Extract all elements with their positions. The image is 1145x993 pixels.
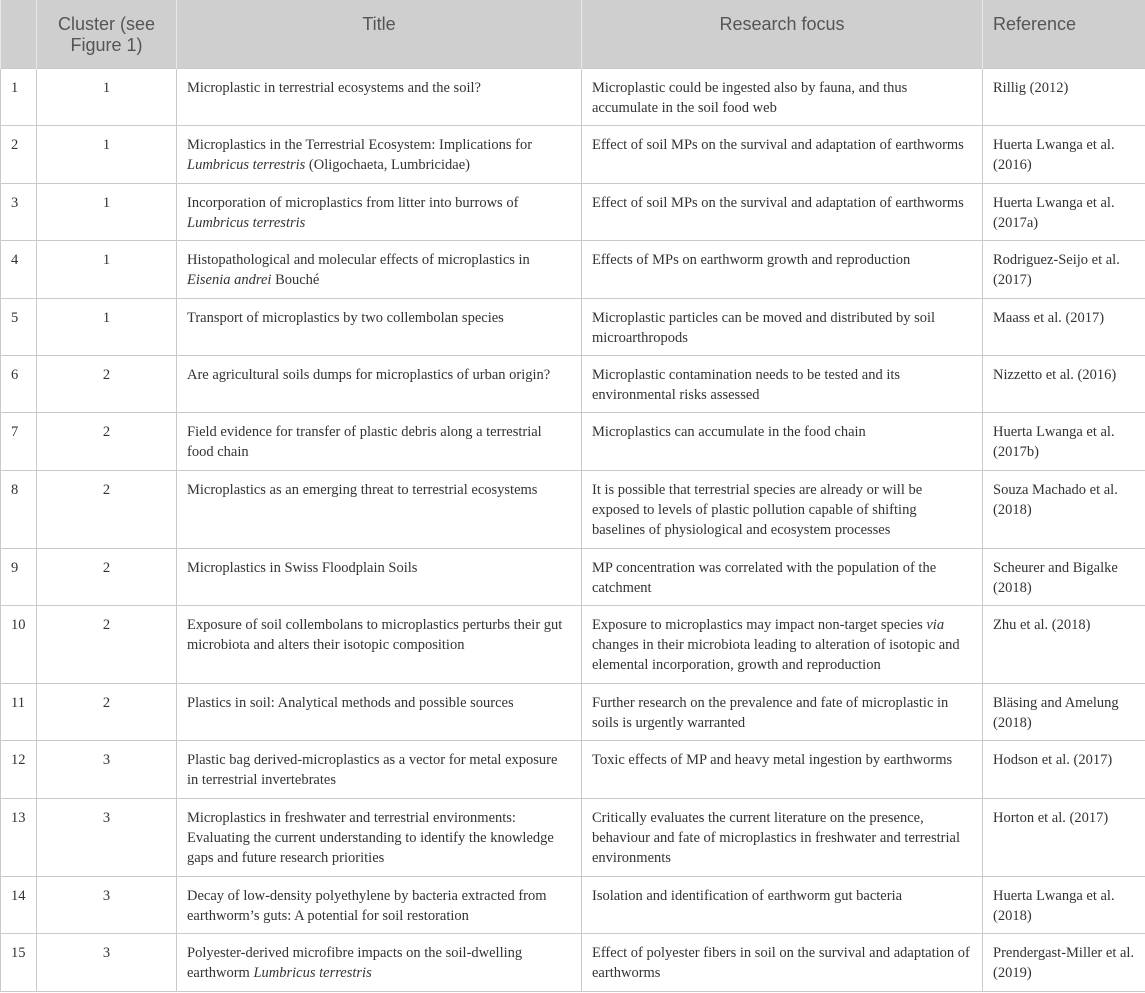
row-number: 3 xyxy=(11,194,19,211)
reference-text: Prendergast-Miller et al. (2019) xyxy=(993,944,1135,981)
row-number-cell xyxy=(1,470,37,548)
row-number-cell xyxy=(1,605,37,683)
research-focus-cell xyxy=(582,183,983,240)
cluster-value: 2 xyxy=(102,423,111,440)
research-focus-text: Effect of soil MPs on the survival and adaptation of earthworms xyxy=(592,136,964,153)
row-number-cell xyxy=(1,240,37,298)
title-italic-text: Lumbricus terrestris xyxy=(187,214,306,231)
title-text: Field evidence for transfer of plastic debris along a terrestrial food chain xyxy=(187,423,542,460)
title-text: Microplastics in Swiss Floodplain Soils xyxy=(187,559,418,576)
table-row xyxy=(1,683,1145,740)
cluster-cell xyxy=(37,605,177,683)
reference-text: Bläsing and Amelung (2018) xyxy=(993,694,1119,731)
cluster-value: 2 xyxy=(102,559,111,576)
research-focus-text: Microplastic contamination needs to be tested and its environmental risks assessed xyxy=(592,366,901,403)
cluster-cell xyxy=(37,683,177,740)
reference-cell xyxy=(983,240,1145,298)
cluster-value: 3 xyxy=(102,887,111,904)
title-cell xyxy=(177,240,582,298)
title-cell xyxy=(177,412,582,470)
header-research-focus: Research focus xyxy=(582,0,983,68)
row-number-cell xyxy=(1,298,37,355)
reference-cell xyxy=(983,125,1145,183)
title-cell xyxy=(177,683,582,740)
header-num xyxy=(1,0,37,68)
research-focus-text: Microplastic could be ingested also by fauna, and thus accumulate in the soil food web xyxy=(592,79,908,116)
research-focus-text: Critically evaluates the current literature on the presence, behaviour and fate of microplastics in freshwater and terrestrial environments xyxy=(592,809,960,866)
title-text: Plastics in soil: Analytical methods and possible sources xyxy=(187,694,514,711)
cluster-cell xyxy=(37,412,177,470)
research-focus-cell xyxy=(582,412,983,470)
reference-text: Hodson et al. (2017) xyxy=(993,751,1113,768)
row-number: 12 xyxy=(11,751,26,768)
table-row xyxy=(1,605,1145,683)
cluster-cell xyxy=(37,740,177,798)
title-text-after: Bouché xyxy=(271,271,320,288)
research-focus-text: MP concentration was correlated with the population of the catchment xyxy=(592,559,937,596)
research-focus-text: Further research on the prevalence and fate of microplastic in soils is urgently warranted xyxy=(592,694,949,731)
reference-text: Huerta Lwanga et al. (2017a) xyxy=(993,194,1115,231)
table-row xyxy=(1,933,1145,991)
cluster-cell xyxy=(37,68,177,125)
cluster-value: 1 xyxy=(102,251,111,268)
cluster-value: 1 xyxy=(102,79,111,96)
row-number: 10 xyxy=(11,616,26,633)
cluster-cell xyxy=(37,298,177,355)
title-cell xyxy=(177,355,582,412)
header-cluster: Cluster (see Figure 1) xyxy=(37,0,177,68)
title-text: Incorporation of microplastics from litter into burrows of xyxy=(187,194,519,211)
row-number-cell xyxy=(1,125,37,183)
title-text: Microplastic in terrestrial ecosystems and the soil? xyxy=(187,79,481,96)
research-focus-cell xyxy=(582,548,983,605)
header-title: Title xyxy=(177,0,582,68)
row-number: 13 xyxy=(11,809,26,826)
cluster-value: 2 xyxy=(102,481,111,498)
title-text: Microplastics as an emerging threat to terrestrial ecosystems xyxy=(187,481,538,498)
research-focus-cell xyxy=(582,740,983,798)
row-number: 2 xyxy=(11,136,19,153)
title-text: Plastic bag derived-microplastics as a vector for metal exposure in terrestrial invertebrates xyxy=(187,751,558,788)
research-focus-cell xyxy=(582,355,983,412)
row-number-cell xyxy=(1,933,37,991)
title-italic-text: Lumbricus terrestris xyxy=(253,964,372,981)
cluster-value: 1 xyxy=(102,194,111,211)
reference-text: Huerta Lwanga et al. (2018) xyxy=(993,887,1115,924)
reference-text: Zhu et al. (2018) xyxy=(993,616,1091,633)
research-focus-text: It is possible that terrestrial species are already or will be exposed to levels of plastic pollution capable of shifting baselines of physiological and ecosystem processes xyxy=(592,481,923,538)
reference-text: Huerta Lwanga et al. (2016) xyxy=(993,136,1115,173)
table-row xyxy=(1,548,1145,605)
title-cell xyxy=(177,798,582,876)
research-focus-cell xyxy=(582,240,983,298)
table-row xyxy=(1,298,1145,355)
table-row xyxy=(1,68,1145,125)
title-cell xyxy=(177,68,582,125)
title-text: Polyester-derived microfibre impacts on the soil-dwelling earthworm xyxy=(187,944,523,981)
table-row xyxy=(1,876,1145,933)
cluster-cell xyxy=(37,798,177,876)
reference-cell xyxy=(983,183,1145,240)
title-text-after: (Oligochaeta, Lumbricidae) xyxy=(305,156,470,173)
row-number-cell xyxy=(1,68,37,125)
title-cell xyxy=(177,876,582,933)
row-number-cell xyxy=(1,876,37,933)
research-focus-cell xyxy=(582,605,983,683)
table-row xyxy=(1,183,1145,240)
reference-text: Scheurer and Bigalke (2018) xyxy=(993,559,1118,596)
research-focus-cell xyxy=(582,68,983,125)
reference-cell xyxy=(983,933,1145,991)
row-number-cell xyxy=(1,183,37,240)
cluster-value: 3 xyxy=(102,809,111,826)
reference-cell xyxy=(983,683,1145,740)
research-focus-cell xyxy=(582,933,983,991)
reference-cell xyxy=(983,298,1145,355)
cluster-value: 2 xyxy=(102,616,111,633)
row-number-cell xyxy=(1,798,37,876)
cluster-value: 2 xyxy=(102,694,111,711)
title-text: Are agricultural soils dumps for microplastics of urban origin? xyxy=(187,366,551,383)
title-cell xyxy=(177,740,582,798)
table-row xyxy=(1,412,1145,470)
title-text: Microplastics in freshwater and terrestrial environments: Evaluating the current understanding to identify the knowledge gaps and future research priorities xyxy=(187,809,554,866)
research-focus-cell xyxy=(582,470,983,548)
research-focus-text: Microplastics can accumulate in the food chain xyxy=(592,423,866,440)
cluster-cell xyxy=(37,548,177,605)
research-focus-cell xyxy=(582,798,983,876)
title-cell xyxy=(177,548,582,605)
row-number-cell xyxy=(1,548,37,605)
row-number: 6 xyxy=(11,366,19,383)
title-text: Exposure of soil collembolans to microplastics perturbs their gut microbiota and alters their isotopic composition xyxy=(187,616,563,653)
title-text: Microplastics in the Terrestrial Ecosystem: Implications for xyxy=(187,136,533,153)
research-focus-text: Isolation and identification of earthworm gut bacteria xyxy=(592,887,903,904)
cluster-value: 3 xyxy=(102,751,111,768)
reference-cell xyxy=(983,68,1145,125)
research-focus-text-after: changes in their microbiota leading to alteration of isotopic and elemental incorporation, growth and reproduction xyxy=(592,636,960,673)
reference-cell xyxy=(983,355,1145,412)
cluster-value: 2 xyxy=(102,366,111,383)
research-focus-text: Effects of MPs on earthworm growth and reproduction xyxy=(592,251,911,268)
row-number: 8 xyxy=(11,481,19,498)
row-number: 4 xyxy=(11,251,19,268)
reference-cell xyxy=(983,876,1145,933)
cluster-value: 3 xyxy=(102,944,111,961)
title-italic-text: Eisenia andrei xyxy=(187,271,272,288)
row-number: 7 xyxy=(11,423,19,440)
reference-text: Nizzetto et al. (2016) xyxy=(993,366,1117,383)
research-focus-cell xyxy=(582,298,983,355)
row-number: 9 xyxy=(11,559,19,576)
table-row xyxy=(1,470,1145,548)
reference-text: Rillig (2012) xyxy=(993,79,1069,96)
reference-cell xyxy=(983,605,1145,683)
reference-text: Souza Machado et al. (2018) xyxy=(993,481,1118,518)
row-number-cell xyxy=(1,412,37,470)
reference-cell xyxy=(983,548,1145,605)
reference-text: Maass et al. (2017) xyxy=(993,309,1105,326)
reference-text: Huerta Lwanga et al. (2017b) xyxy=(993,423,1115,460)
reference-cell xyxy=(983,740,1145,798)
reference-cell xyxy=(983,470,1145,548)
cluster-cell xyxy=(37,183,177,240)
title-cell xyxy=(177,605,582,683)
row-number-cell xyxy=(1,683,37,740)
title-cell xyxy=(177,470,582,548)
row-number: 11 xyxy=(11,694,25,711)
title-text: Decay of low-density polyethylene by bacteria extracted from earthworm’s guts: A potential for soil restoration xyxy=(187,887,547,924)
research-focus-cell xyxy=(582,876,983,933)
header-row xyxy=(1,0,1145,68)
research-focus-text: Microplastic particles can be moved and distributed by soil microarthropods xyxy=(592,309,936,346)
cluster-value: 1 xyxy=(102,309,111,326)
reference-cell xyxy=(983,798,1145,876)
cluster-cell xyxy=(37,876,177,933)
cluster-cell xyxy=(37,933,177,991)
table-row xyxy=(1,355,1145,412)
research-focus-text: Effect of polyester fibers in soil on the survival and adaptation of earthworms xyxy=(592,944,970,981)
title-cell xyxy=(177,125,582,183)
table-row xyxy=(1,798,1145,876)
title-italic-text: Lumbricus terrestris xyxy=(187,156,306,173)
cluster-cell xyxy=(37,355,177,412)
research-focus-text: Effect of soil MPs on the survival and adaptation of earthworms xyxy=(592,194,964,211)
row-number: 1 xyxy=(11,79,19,96)
table-row xyxy=(1,125,1145,183)
research-focus-text: Exposure to microplastics may impact non-target species xyxy=(592,616,927,633)
row-number: 5 xyxy=(11,309,19,326)
row-number-cell xyxy=(1,740,37,798)
title-cell xyxy=(177,183,582,240)
table-row xyxy=(1,240,1145,298)
cluster-cell xyxy=(37,125,177,183)
research-focus-text: Toxic effects of MP and heavy metal ingestion by earthworms xyxy=(592,751,953,768)
research-focus-italic-text: via xyxy=(926,616,945,633)
title-cell xyxy=(177,298,582,355)
reference-text: Horton et al. (2017) xyxy=(993,809,1109,826)
research-focus-cell xyxy=(582,125,983,183)
cluster-cell xyxy=(37,240,177,298)
title-text: Histopathological and molecular effects of microplastics in xyxy=(187,251,530,268)
title-text: Transport of microplastics by two collembolan species xyxy=(187,309,504,326)
row-number-cell xyxy=(1,355,37,412)
row-number: 15 xyxy=(11,944,26,961)
row-number: 14 xyxy=(11,887,26,904)
reference-text: Rodriguez-Seijo et al. (2017) xyxy=(993,251,1120,288)
cluster-value: 1 xyxy=(102,136,111,153)
title-cell xyxy=(177,933,582,991)
reference-cell xyxy=(983,412,1145,470)
cluster-cell xyxy=(37,470,177,548)
research-focus-cell xyxy=(582,683,983,740)
table-row xyxy=(1,740,1145,798)
header-reference: Reference xyxy=(983,0,1145,68)
